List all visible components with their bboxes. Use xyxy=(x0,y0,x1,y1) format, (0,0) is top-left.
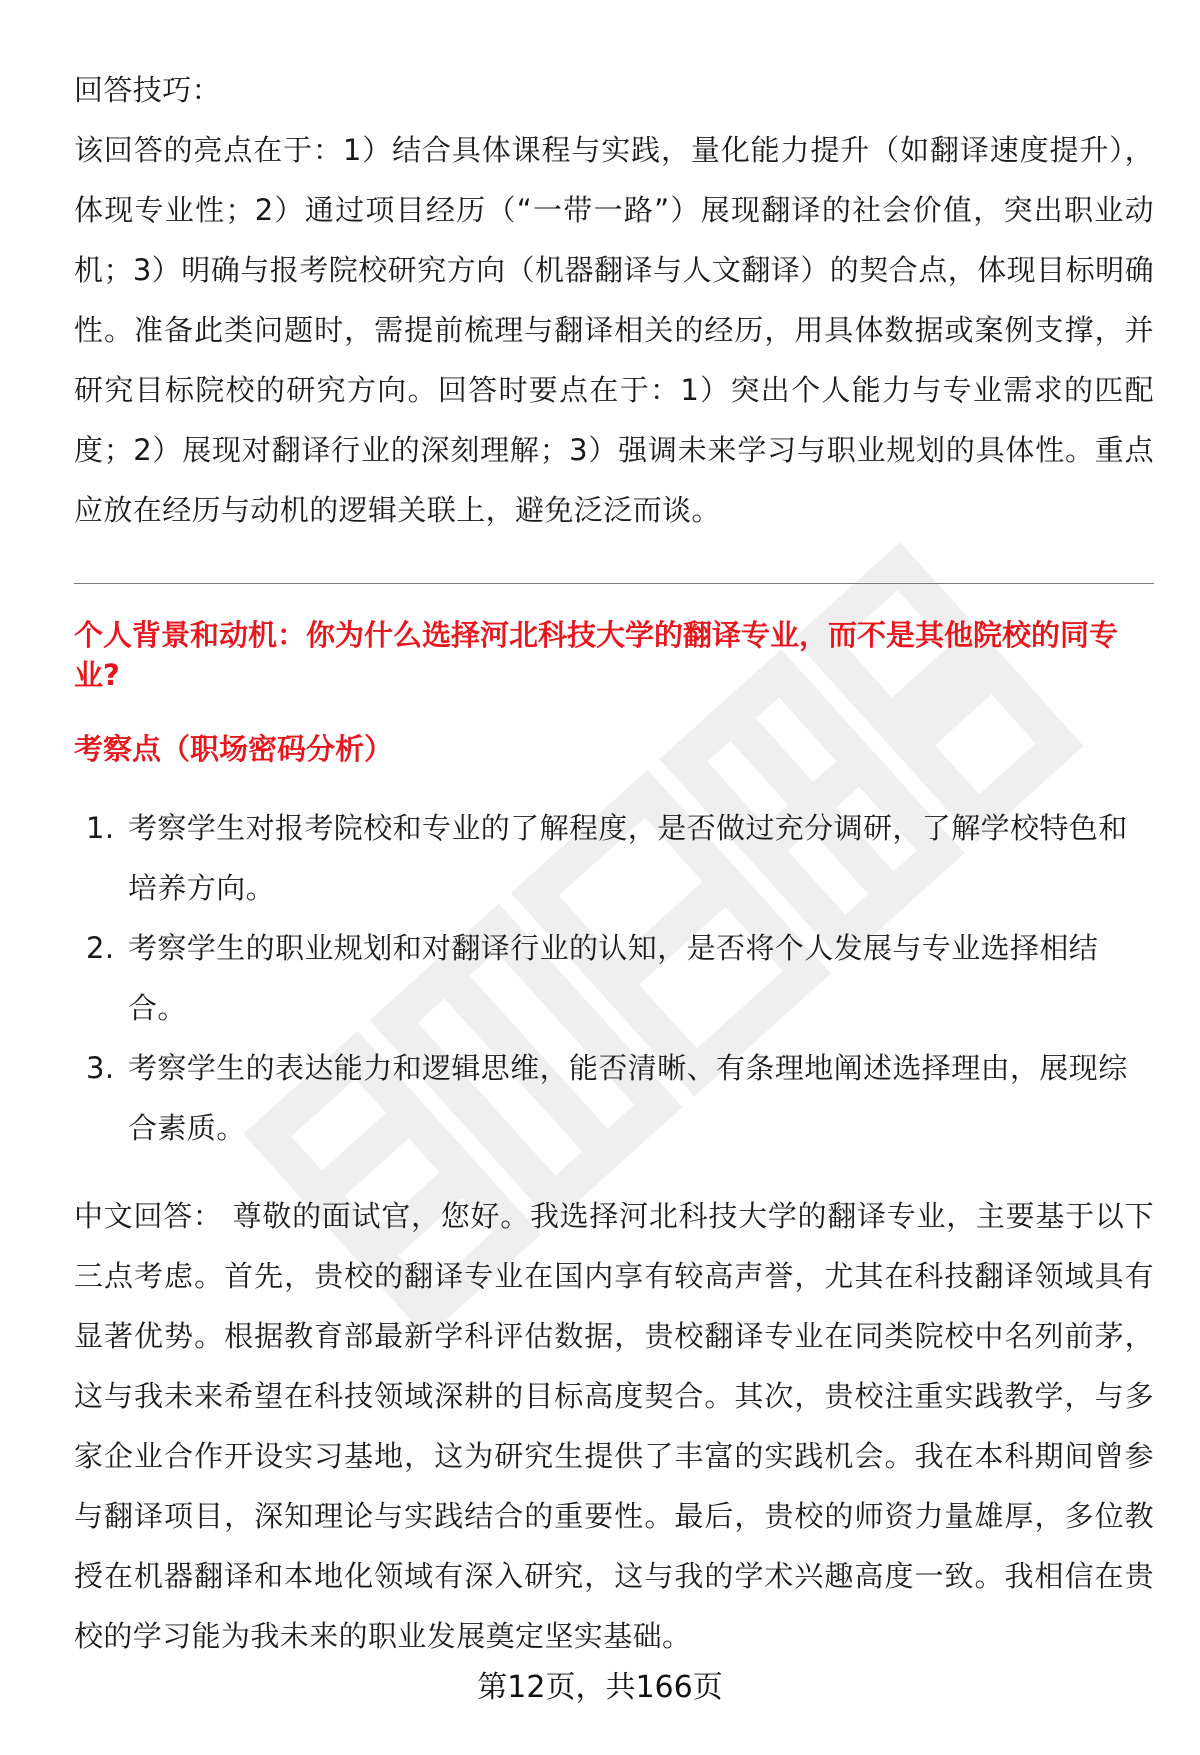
answer-body: 中文回答： 尊敬的面试官，您好。我选择河北科技大学的翻译专业，主要基于以下三点考虑。首先，贵校的翻译专业在国内享有较高声誉，尤其在科技翻译领域具有显著优势。根据教育部最新学科评估数据，贵校翻译专业在同类院校中名列前茅，这与我未来希望在科技领域深耕的目标高度契合。其次，贵校注重实践教学，与多家企业合作开设实习基地，这为研究生提供了丰富的实践机会。我在本科期间曾参与翻译项目，深知理论与实践结合的重要性。最后，贵校的师资力量雄厚，多位教授在机器翻译和本地化领域有深入研究，这与我的学术兴趣高度一致。我相信在贵校的学习能为我未来的职业发展奠定坚实基础。 xyxy=(74,1199,1154,1653)
assessment-item xyxy=(74,1038,1154,1158)
assessment-item-text: 考察学生的表达能力和逻辑思维，能否清晰、有条理地阐述选择理由，展现综合素质。 xyxy=(128,1051,1128,1145)
assessment-item xyxy=(74,798,1154,918)
section-divider xyxy=(74,583,1154,584)
assessment-item-text: 考察学生对报考院校和专业的了解程度，是否做过充分调研，了解学校特色和培养方向。 xyxy=(128,811,1128,905)
assessment-list xyxy=(74,798,1154,1158)
assessment-item xyxy=(74,918,1154,1038)
tips-label: 回答技巧： xyxy=(74,73,222,107)
page-number: 第12页，共166页 xyxy=(477,1670,723,1705)
question-title: 个人背景和动机：你为什么选择河北科技大学的翻译专业，而不是其他院校的同专业? xyxy=(74,618,1119,692)
assessment-item-text: 考察学生的职业规划和对翻译行业的认知，是否将个人发展与专业选择相结合。 xyxy=(128,931,1099,1025)
assessment-item-number: 1. xyxy=(86,811,115,845)
assessment-item-number: 2. xyxy=(86,931,115,965)
assessment-heading: 考察点（职场密码分析） xyxy=(74,732,394,766)
tips-body: 该回答的亮点在于：1）结合具体课程与实践，量化能力提升（如翻译速度提升），体现专业性；2）通过项目经历（“一带一路”）展现翻译的社会价值，突出职业动机；3）明确与报考院校研究方向（机器翻译与人文翻译）的契合点，体现目标明确性。准备此类问题时，需提前梳理与翻译相关的经历，用具体数据或案例支撑，并研究目标院校的研究方向。回答时要点在于：1）突出个人能力与专业需求的匹配度；2）展现对翻译行业的深刻理解；3）强调未来学习与职业规划的具体性。重点应放在经历与动机的逻辑关联上，避免泛泛而谈。 xyxy=(74,133,1154,527)
assessment-item-number: 3. xyxy=(86,1051,115,1085)
